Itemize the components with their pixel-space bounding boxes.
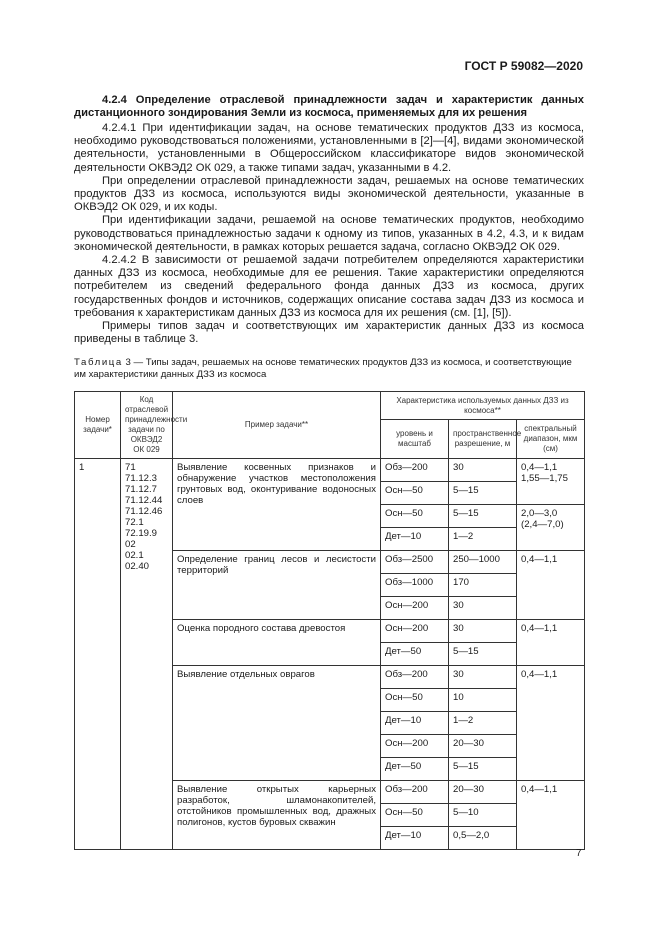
level-cell: Осн—50 [381, 804, 449, 827]
resolution-cell: 1—2 [449, 712, 517, 735]
paragraph: При определении отраслевой принадлежности задач, решаемых на основе тематических продуктов ДЗЗ из космоса, используются виды экономической деятельности, указанные в ОКВЭД2 ОК 029, и их коды. [74, 174, 584, 214]
resolution-cell: 5—10 [449, 804, 517, 827]
spectral-cell: 0,4—1,1 [517, 781, 585, 850]
resolution-cell: 30 [449, 620, 517, 643]
header-characteristics: Характеристика используемых данных ДЗЗ из космоса** [381, 392, 585, 420]
paragraph: 4.2.4.1 При идентификации задач, на основе тематических продуктов ДЗЗ из космоса, необходимо руководствоваться положениями, установленными в [2]—[4], видами экономической деятельности, установленными в Общероссийском классификаторе видов экономической деятельности ОКВЭД2 ОК 029, а также типами задач, указанными в 4.2. [74, 122, 584, 174]
resolution-cell: 5—15 [449, 482, 517, 505]
paragraph: 4.2.4.2 В зависимости от решаемой задачи потребителем определяются характеристики данных ДЗЗ из космоса, необходимые для ее решения. Такие характеристики определяются потребителем из сведений федерального фонда данных ДЗЗ из космоса, других государственных фондов и источников, содержащих описание состава задач ДЗЗ из космоса и требования к характеристикам данных ДЗЗ из космоса для их решения (см. [1], [5]). [74, 254, 584, 319]
level-cell: Осн—200 [381, 620, 449, 643]
header-task-example: Пример задачи** [173, 392, 381, 459]
table-caption-text: 3 — Типы задач, решаемых на основе тематических продуктов ДЗЗ из космоса, и соответствующие им характеристики данных ДЗЗ из космоса [74, 357, 572, 380]
resolution-cell: 170 [449, 574, 517, 597]
task-example-cell: Выявление открытых карьерных разработок, шламонакопителей, отстойников промышленных вод, дражных полигонов, кустов буровых скважин [173, 781, 381, 850]
task-example-cell: Оценка породного состава древостоя [173, 620, 381, 666]
spectral-cell: 0,4—1,1 1,55—1,75 [517, 459, 585, 505]
level-cell: Дет—50 [381, 643, 449, 666]
section-heading: 4.2.4 Определение отраслевой принадлежности задач и характеристик данных дистанционного зондирования Земли из космоса, применяемых для их решения [74, 94, 584, 119]
header-level: уровень и масштаб [381, 420, 449, 459]
section-body [74, 122, 584, 346]
resolution-cell: 0,5—2,0 [449, 827, 517, 850]
level-cell: Дет—50 [381, 758, 449, 781]
resolution-cell: 5—15 [449, 643, 517, 666]
spectral-cell: 0,4—1,1 [517, 666, 585, 781]
task-number-cell: 1 [75, 459, 121, 850]
task-example-cell: Выявление косвенных признаков и обнаружение участков местоположения грунтовых вод, оконтуривание водоносных слоев [173, 459, 381, 551]
resolution-cell: 5—15 [449, 758, 517, 781]
header-spatial: пространственное разрешение, м [449, 420, 517, 459]
level-cell: Дет—10 [381, 827, 449, 850]
page-number: 7 [576, 848, 582, 859]
header-spectral: спектральный диапазон, мкм (см) [517, 420, 585, 459]
header-code: Код отраслевой принадлежности задачи по ОКВЭД2 ОК 029 [121, 392, 173, 459]
spectral-cell: 0,4—1,1 [517, 620, 585, 666]
level-cell: Осн—50 [381, 689, 449, 712]
level-cell: Обз—1000 [381, 574, 449, 597]
level-cell: Обз—200 [381, 781, 449, 804]
resolution-cell: 10 [449, 689, 517, 712]
level-cell: Дет—10 [381, 712, 449, 735]
level-cell: Осн—200 [381, 735, 449, 758]
spectral-cell: 0,4—1,1 [517, 551, 585, 620]
resolution-cell: 250—1000 [449, 551, 517, 574]
table-row [75, 459, 585, 482]
resolution-cell: 30 [449, 459, 517, 482]
resolution-cell: 30 [449, 666, 517, 689]
task-example-cell: Определение границ лесов и лесистости территорий [173, 551, 381, 620]
resolution-cell: 30 [449, 597, 517, 620]
level-cell: Дет—10 [381, 528, 449, 551]
spectral-cell: 2,0—3,0 (2,4—7,0) [517, 505, 585, 551]
level-cell: Обз—2500 [381, 551, 449, 574]
header-task-number: Номер задачи* [75, 392, 121, 459]
resolution-cell: 5—15 [449, 505, 517, 528]
level-cell: Обз—200 [381, 459, 449, 482]
resolution-cell: 20—30 [449, 781, 517, 804]
resolution-cell: 1—2 [449, 528, 517, 551]
paragraph: Примеры типов задач и соответствующих им характеристик данных ДЗЗ из космоса приведены в таблице 3. [74, 320, 584, 346]
code-cell: 71 71.12.3 71.12.7 71.12.44 71.12.46 72.1 72.19.9 02 02.1 02.40 [121, 459, 173, 850]
paragraph: При идентификации задачи, решаемой на основе тематических продуктов, необходимо руководствоваться принадлежностью задачи к одному из типов, указанных в 4.2, 4.3, и к видам экономической деятельности, в рамках которых решается задача, согласно ОКВЭД2 ОК 029. [74, 214, 584, 253]
table-caption-label: Таблица [74, 357, 123, 368]
task-example-cell: Выявление отдельных оврагов [173, 666, 381, 781]
level-cell: Осн—200 [381, 597, 449, 620]
level-cell: Обз—200 [381, 666, 449, 689]
level-cell: Осн—50 [381, 505, 449, 528]
table-caption [74, 357, 584, 381]
level-cell: Осн—50 [381, 482, 449, 505]
standard-number: ГОСТ Р 59082—2020 [464, 59, 583, 73]
data-table [74, 391, 585, 850]
resolution-cell: 20—30 [449, 735, 517, 758]
